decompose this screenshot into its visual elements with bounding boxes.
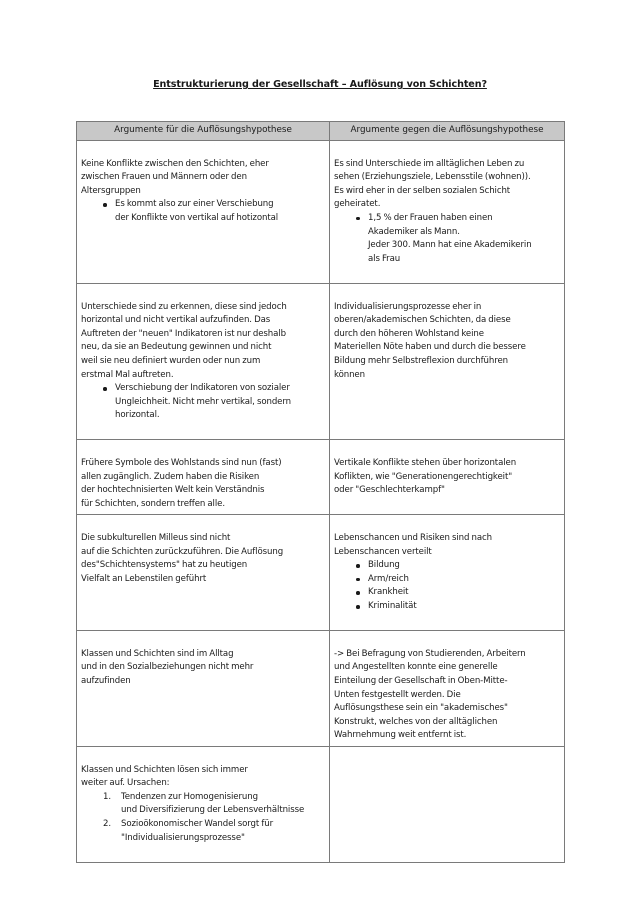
argument-for-cell (77, 440, 330, 515)
list-item: Krankheit (334, 586, 560, 600)
header-against-hypothesis: Argumente gegen die Auflösungshypothese (330, 122, 565, 141)
table-row (77, 515, 565, 631)
list-item: Kriminalität (334, 600, 560, 614)
argument-text: Unterschiede sind zu erkennen, diese sind jedoch horizontal und nicht vertikal aufzufinden. Das Auftreten der "neuen" Indikatoren ist nur deshalb neu, da sie an Bedeutung gewinnen und nicht weil sie neu definiert wurden oder nun zum erstmal Mal auftreten. (81, 301, 287, 380)
list-item-text: 1,5 % der Frauen haben einen Akademiker als Mann. (368, 212, 493, 237)
argument-for-cell (77, 515, 330, 631)
list-item: Arm/reich (334, 573, 560, 587)
table-row (77, 631, 565, 747)
argument-against-cell (330, 746, 565, 862)
list-item (81, 791, 325, 818)
list-item-text: Sozioökonomischer Wandel sorgt für "Individualisierungsprozesse" (121, 818, 274, 843)
argument-text: Keine Konflikte zwischen den Schichten, eher zwischen Frauen und Männern oder den Altersgruppen (81, 158, 269, 196)
list-number: 2. (103, 818, 111, 829)
argument-text: -> Bei Befragung von Studierenden, Arbeitern und Angestellten konnte eine generelle Einteilung der Gesellschaft in Oben-Mitte- Unten festgestellt werden. Die Auflösungsthese sein ein "akademisches" Konstrukt, welches von der alltäglichen Wahrnehmung weit entfernt ist. (334, 648, 526, 741)
argument-against-cell (330, 440, 565, 515)
argument-text: Klassen und Schichten lösen sich immer weiter auf. Ursachen: (81, 764, 248, 789)
table-row (77, 440, 565, 515)
table-row (77, 141, 565, 284)
table-row (77, 746, 565, 862)
argument-text: Vertikale Konflikte stehen über horizontalen Koflikten, wie "Generationengerechtigkeit" oder "Geschlechterkampf" (334, 458, 517, 496)
argument-for-cell (77, 141, 330, 284)
argument-against-cell (330, 283, 565, 440)
arguments-table (76, 121, 565, 863)
list-item-text: Tendenzen zur Homogenisierung und Diversifizierung der Lebensverhältnisse (121, 791, 305, 816)
header-for-hypothesis: Argumente für die Auflösungshypothese (77, 122, 330, 141)
bullet-list (81, 382, 325, 423)
argument-against-cell (330, 141, 565, 284)
argument-text: Lebenschancen und Risiken sind nach Lebenschancen verteilt (334, 533, 492, 557)
argument-text: Die subkulturellen Milleus sind nicht auf die Schichten zurückzuführen. Die Auflösung des"Schichtensystems" hat zu heutigen Vielfalt an Lebenstilen geführt (81, 533, 284, 584)
bullet-list (81, 198, 325, 225)
list-item (334, 212, 560, 266)
argument-for-cell (77, 283, 330, 440)
argument-for-cell (77, 746, 330, 862)
bullet-list (334, 212, 560, 266)
list-item: Verschiebung der Indikatoren von sozialer Ungleichheit. Nicht mehr vertikal, sondern horizontal. (81, 382, 325, 423)
list-item: Es kommt also zur einer Verschiebung der Konflikte von vertikal auf hotizontal (81, 198, 325, 225)
argument-against-cell (330, 631, 565, 747)
list-item-continuation: Jeder 300. Mann hat eine Akademikerin als Frau (368, 240, 532, 264)
list-item (81, 818, 325, 845)
numbered-list (81, 791, 325, 845)
argument-text: Individualisierungsprozesse eher in oberen/akademischen Schichten, da diese durch den höheren Wohlstand keine Materiellen Nöte haben und durch die bessere Bildung mehr Selbstreflexion durchführen können (334, 301, 526, 380)
list-item: Bildung (334, 559, 560, 573)
table-row (77, 283, 565, 440)
bullet-list (334, 559, 560, 613)
argument-text: Es sind Unterschiede im alltäglichen Leben zu sehen (Erziehungsziele, Lebensstile (wohnen)). Es wird eher in der selben sozialen Schicht geheiratet. (334, 158, 531, 210)
table-header-row (77, 122, 565, 141)
list-number: 1. (103, 791, 111, 802)
page-title: Entstrukturierung der Gesellschaft – Auflösung von Schichten? (153, 79, 487, 90)
argument-text: Frühere Symbole des Wohlstands sind nun (fast) allen zugänglich. Zudem haben die Risiken der hochtechnisierten Welt kein Verständnis für Schichten, sondern treffen alle. (81, 458, 282, 509)
argument-text: Klassen und Schichten sind im Alltag und in den Sozialbeziehungen nicht mehr aufzufinden (81, 648, 254, 686)
argument-against-cell (330, 515, 565, 631)
argument-for-cell (77, 631, 330, 747)
